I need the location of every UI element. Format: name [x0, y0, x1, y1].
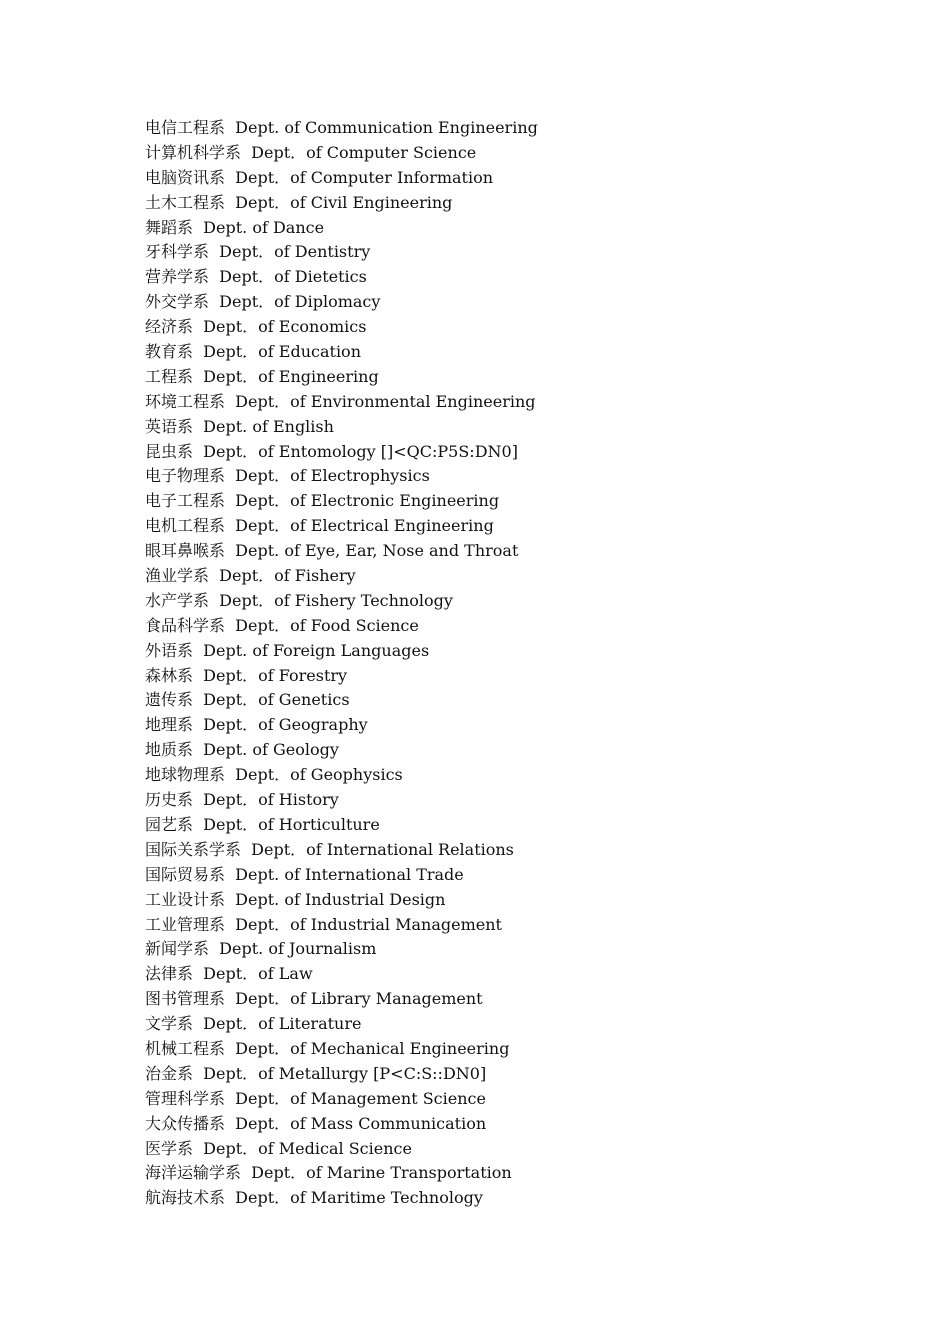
list-item: 昆虫系 Dept．of Entomology []<QC:P5S:DN0] — [145, 441, 518, 461]
list-item: 遗传系 Dept．of Genetics — [145, 690, 350, 710]
list-item: 海洋运输学系 Dept．of Marine Transportation — [145, 1163, 512, 1183]
list-item: 电机工程系 Dept．of Electrical Engineering — [145, 516, 494, 536]
list-item: 地理系 Dept．of Geography — [145, 715, 368, 735]
list-item: 国际贸易系 Dept. of International Trade — [145, 864, 464, 884]
list-item: 大众传播系 Dept．of Mass Communication — [145, 1113, 487, 1133]
list-item: 地球物理系 Dept．of Geophysics — [145, 765, 403, 785]
list-item: 管理科学系 Dept．of Management Science — [145, 1088, 486, 1108]
list-item: 眼耳鼻喉系 Dept. of Eye, Ear, Nose and Throat — [145, 541, 519, 561]
list-item: 地质系 Dept. of Geology — [145, 740, 339, 760]
list-item: 环境工程系 Dept．of Environmental Engineering — [145, 391, 536, 411]
department-list — [145, 116, 538, 1211]
list-item: 营养学系 Dept．of Dietetics — [145, 267, 367, 287]
list-item: 工业设计系 Dept. of Industrial Design — [145, 889, 446, 909]
list-item: 历史系 Dept．of History — [145, 790, 339, 810]
list-item: 外交学系 Dept．of Diplomacy — [145, 292, 381, 312]
list-item: 电脑资讯系 Dept．of Computer Information — [145, 167, 494, 187]
list-item: 航海技术系 Dept．of Maritime Technology — [145, 1188, 483, 1208]
list-item: 文学系 Dept．of Literature — [145, 1014, 362, 1034]
list-item: 英语系 Dept. of English — [145, 416, 334, 436]
list-item: 牙科学系 Dept．of Dentistry — [145, 242, 371, 262]
list-item: 森林系 Dept．of Forestry — [145, 665, 348, 685]
list-item: 水产学系 Dept．of Fishery Technology — [145, 590, 453, 610]
list-item: 治金系 Dept．of Metallurgy [P<C:S::DN0] — [145, 1063, 487, 1083]
list-item: 新闻学系 Dept. of Journalism — [145, 939, 377, 959]
list-item: 电子物理系 Dept．of Electrophysics — [145, 466, 430, 486]
list-item: 计算机科学系 Dept．of Computer Science — [145, 142, 477, 162]
list-item: 园艺系 Dept．of Horticulture — [145, 814, 380, 834]
list-item: 国际关系学系 Dept．of International Relations — [145, 839, 514, 859]
list-item: 法律系 Dept．of Law — [145, 964, 313, 984]
list-item: 教育系 Dept．of Education — [145, 342, 361, 362]
list-item: 电子工程系 Dept．of Electronic Engineering — [145, 491, 500, 511]
list-item: 食品科学系 Dept．of Food Science — [145, 615, 419, 635]
list-item: 图书管理系 Dept．of Library Management — [145, 989, 483, 1009]
list-item: 医学系 Dept．of Medical Science — [145, 1138, 412, 1158]
list-item: 外语系 Dept. of Foreign Languages — [145, 640, 430, 660]
list-item: 渔业学系 Dept．of Fishery — [145, 566, 356, 586]
list-item: 土木工程系 Dept．of Civil Engineering — [145, 192, 453, 212]
list-item: 机械工程系 Dept．of Mechanical Engineering — [145, 1038, 510, 1058]
list-item: 工程系 Dept．of Engineering — [145, 366, 379, 386]
list-item: 工业管理系 Dept．of Industrial Management — [145, 914, 502, 934]
list-item: 舞蹈系 Dept. of Dance — [145, 217, 325, 237]
list-item: 经济系 Dept．of Economics — [145, 317, 367, 337]
list-item: 电信工程系 Dept. of Communication Engineering — [145, 118, 538, 137]
